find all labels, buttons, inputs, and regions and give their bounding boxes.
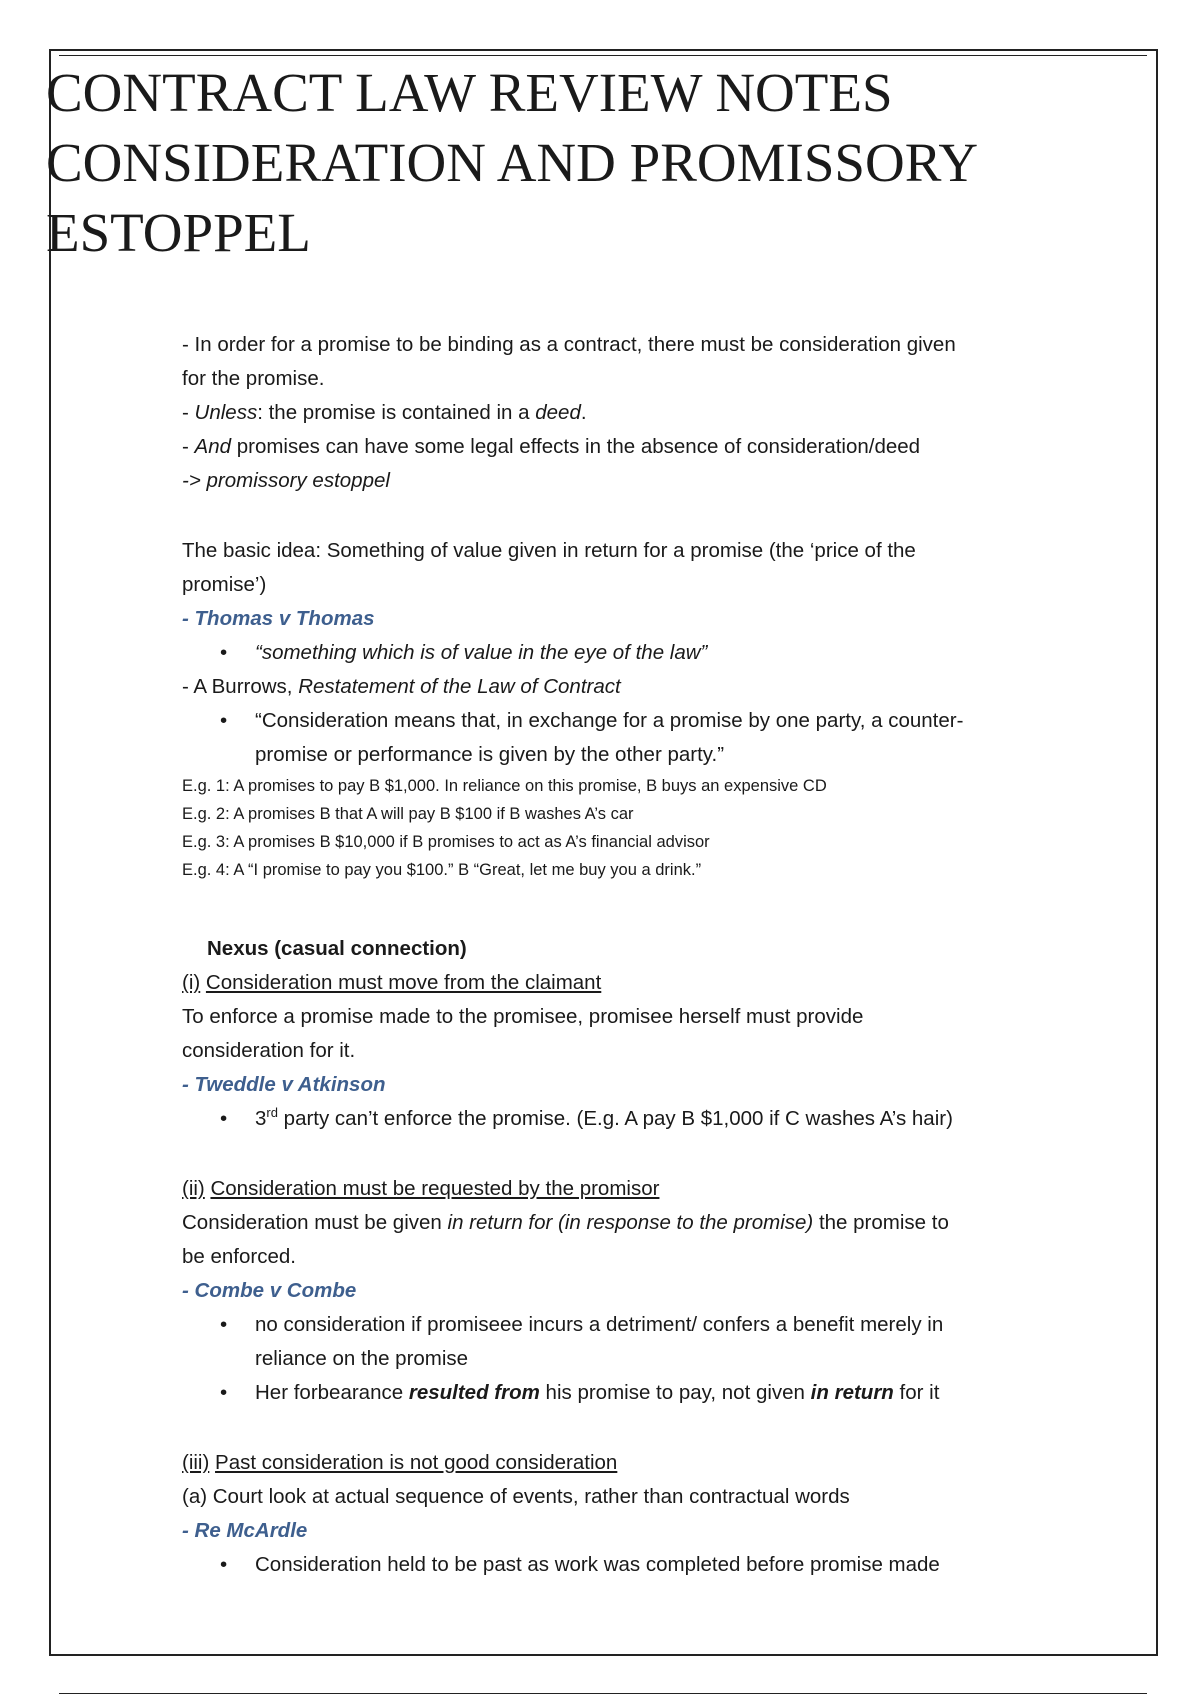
example-2: E.g. 2: A promises B that A will pay B $100 if B washes A’s car [182,805,634,823]
title-line-3: ESTOPPEL [46,202,311,263]
third-party-sup: rd [266,1105,278,1121]
unless-line [182,396,1042,430]
bullet-icon: • [220,1107,228,1130]
case-re-mcardle: - Re McArdle [182,1519,308,1542]
in-return: in return [810,1381,894,1404]
basic-idea-line-2: promise’) [182,573,267,596]
bullet-item [182,1376,1042,1410]
combe-bullet-1-line-2: reliance on the promise [255,1347,469,1370]
s2-pre: Consideration must be given [182,1211,448,1234]
bullet-item [182,1102,1042,1136]
example-3: E.g. 3: A promises B $10,000 if B promises to act as A’s financial advisor [182,833,710,851]
basic-idea-line-1: The basic idea: Something of value given in return for a promise (the ‘price of the [182,539,916,562]
bullet-icon: • [220,641,228,664]
bullet-item [182,636,1042,670]
quote-burrows-line-1: “Consideration means that, in exchange for a promise by one party, a counter- [255,709,964,732]
section-i-heading [182,966,1042,1000]
section-iii-line-1: (a) Court look at actual sequence of events, rather than contractual words [182,1485,850,1508]
third-party-text: party can’t enforce the promise. (E.g. A pay B $1,000 if C washes A’s hair) [277,1107,953,1130]
and-text: promises can have some legal effects in the absence of consideration/deed [231,435,921,458]
intro-line-2: for the promise. [182,367,325,390]
bullet-icon: • [220,1553,228,1576]
bullet-item [182,1548,1042,1582]
title-line-2: CONSIDERATION AND PROMISSORY [46,132,979,193]
forbearance-post: for it [893,1381,940,1404]
section-ii-line-1 [182,1206,1042,1240]
section-ii-title: Consideration must be requested by the promisor [210,1177,660,1200]
unless-word: Unless [194,401,258,424]
nexus-heading: Nexus (casual connection) [207,937,467,960]
bullet-icon: • [220,709,228,732]
and-word: And [194,435,232,458]
intro-line-1: - In order for a promise to be binding as a contract, there must be consideration given [182,333,956,356]
forbearance-mid: his promise to pay, not given [539,1381,811,1404]
unless-text: : the promise is contained in a [257,401,536,424]
document-title [46,58,1046,268]
spacer [182,1136,1042,1172]
section-i-line-1: To enforce a promise made to the promisee, promisee herself must provide [182,1005,864,1028]
forbearance-pre: Her forbearance [255,1381,409,1404]
section-i-line-2: consideration for it. [182,1039,356,1062]
mcardle-bullet: Consideration held to be past as work was completed before promise made [255,1553,940,1576]
top-rule [59,55,1147,56]
section-ii-number: (ii) [182,1177,205,1200]
section-iii-title: Past consideration is not good consideration [215,1451,618,1474]
title-line-1: CONTRACT LAW REVIEW NOTES [46,62,893,123]
and-lead: - [182,435,195,458]
quote-thomas: “something which is of value in the eye of the law” [255,641,708,664]
section-iii-number: (iii) [182,1451,210,1474]
notes-body [182,328,1042,1582]
bottom-rule [59,1693,1147,1694]
case-tweddle-v-atkinson: - Tweddle v Atkinson [182,1073,386,1096]
deed-word: deed [535,401,581,424]
and-line [182,430,1042,464]
burrows-line [182,670,1042,704]
section-ii-heading [182,1172,1042,1206]
case-combe-v-combe: - Combe v Combe [182,1279,357,1302]
unless-end: . [580,401,587,424]
section-ii-line-2: be enforced. [182,1245,296,1268]
section-i-title: Consideration must move from the claimant [205,971,602,994]
burrows-lead: - A Burrows, [182,675,299,698]
example-4: E.g. 4: A “I promise to pay you $100.” B “Great, let me buy you a drink.” [182,861,702,879]
spacer [182,884,1042,932]
spacer [182,498,1042,534]
bullet-icon: • [220,1381,228,1404]
spacer [182,1410,1042,1446]
burrows-title: Restatement of the Law of Contract [298,675,621,698]
unless-lead: - [182,401,195,424]
bullet-item [182,1308,1042,1376]
example-1: E.g. 1: A promises to pay B $1,000. In reliance on this promise, B buys an expensive CD [182,777,827,795]
third-party-pre: 3 [255,1107,267,1130]
resulted-from: resulted from [408,1381,540,1404]
bullet-item [182,704,1042,772]
s2-post: the promise to [813,1211,949,1234]
case-thomas-v-thomas: - Thomas v Thomas [182,607,375,630]
section-i-number: (i) [182,971,201,994]
bullet-icon: • [220,1313,228,1336]
quote-burrows-line-2: promise or performance is given by the other party.” [255,743,725,766]
promissory-estoppel-arrow [182,464,1042,498]
arrow-text: -> promissory estoppel [182,469,390,492]
combe-bullet-1-line-1: no consideration if promiseee incurs a detriment/ confers a benefit merely in [255,1313,944,1336]
s2-italic: in return for (in response to the promise) [447,1211,814,1234]
section-iii-heading [182,1446,1042,1480]
